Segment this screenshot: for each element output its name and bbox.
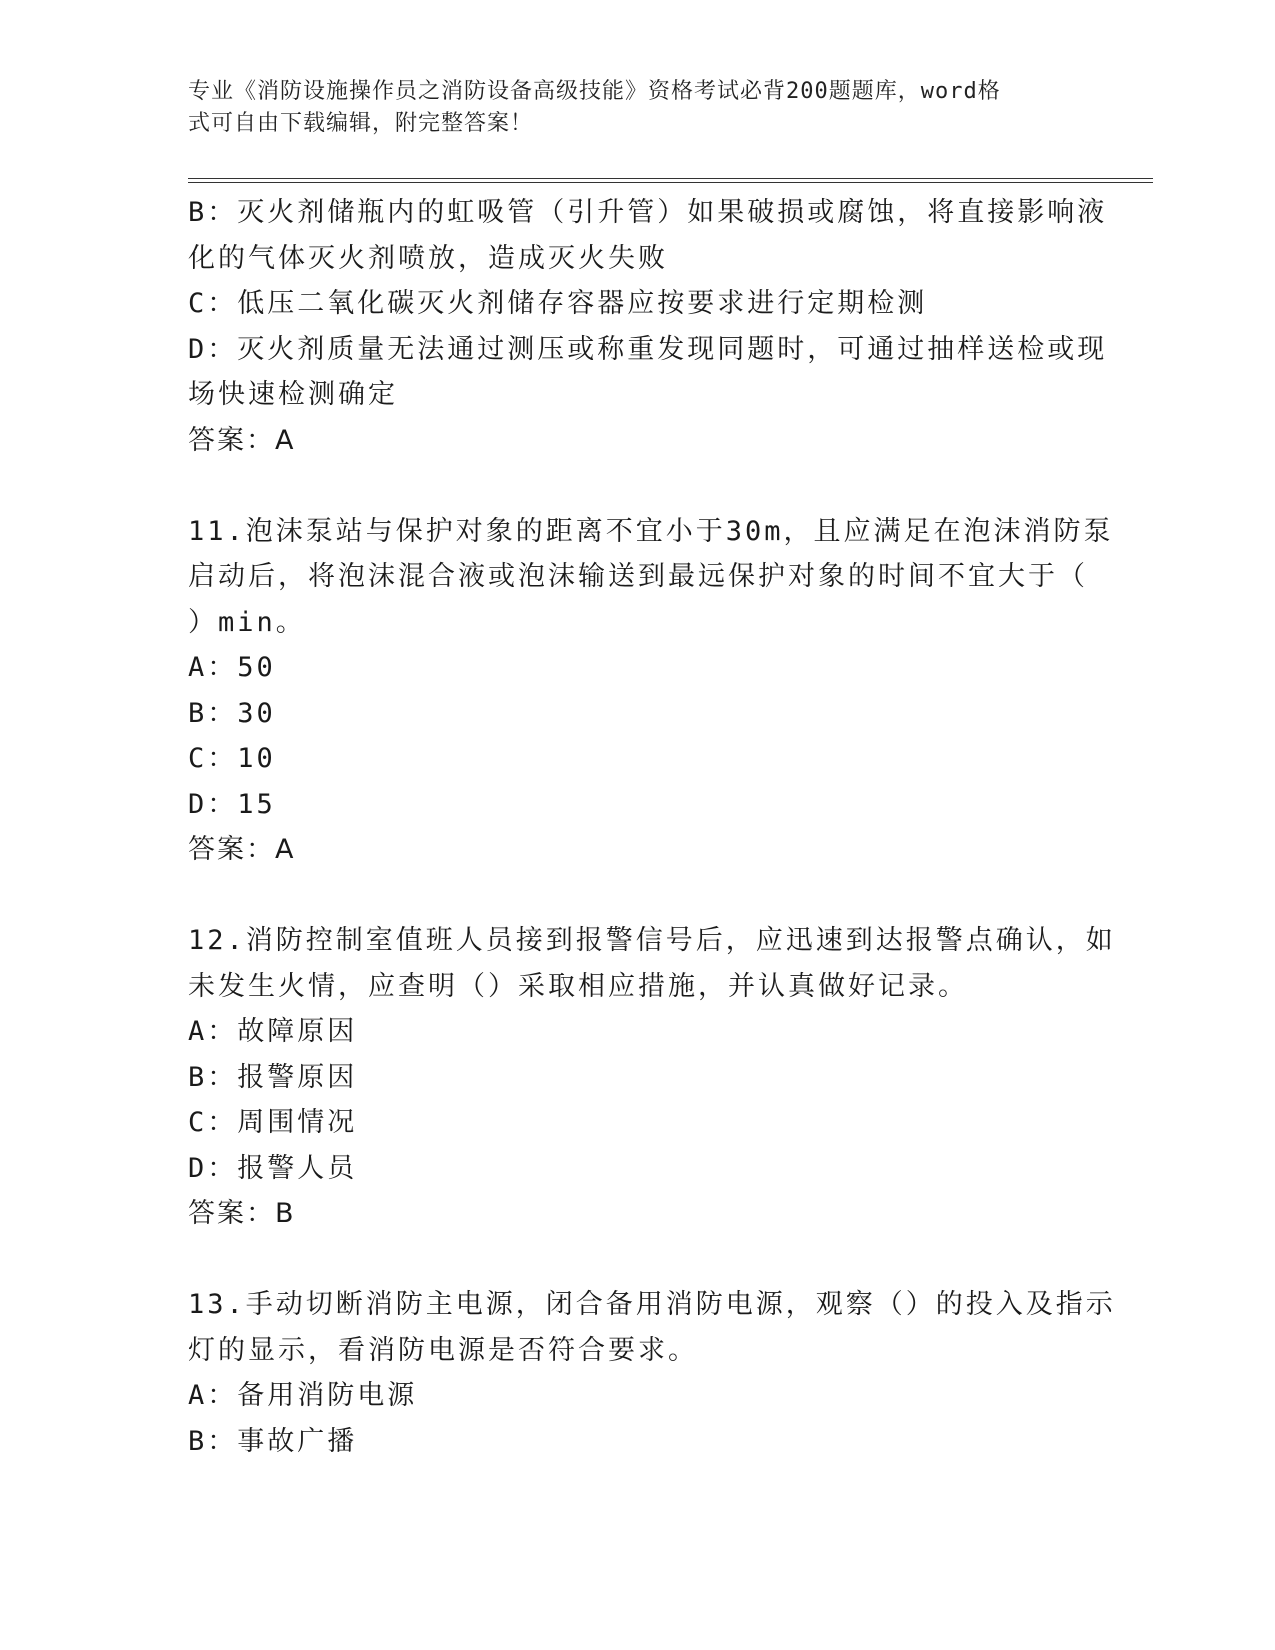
option-a: A：故障原因 xyxy=(188,1016,358,1047)
spacer xyxy=(188,873,1088,919)
option-a: A：50 xyxy=(188,652,276,683)
spacer xyxy=(188,463,1088,509)
header-divider xyxy=(188,178,1153,183)
question-stem-line-2: 灯的显示，看消防电源是否符合要求。 xyxy=(188,1334,698,1366)
question-stem-line-3: ）min。 xyxy=(188,606,306,638)
option-c: C：10 xyxy=(188,743,276,774)
option-d: D：15 xyxy=(188,788,276,820)
question-stem-line-2: 启动后，将泡沫混合液或泡沫输送到最远保护对象的时间不宜大于（ xyxy=(188,561,1088,592)
option-d-line-2: 场快速检测确定 xyxy=(188,379,398,410)
option-a: A：备用消防电源 xyxy=(188,1380,418,1411)
question-12 xyxy=(188,918,1116,1237)
option-b: B：事故广播 xyxy=(188,1425,358,1457)
option-c: C：低压二氧化碳灭火剂储存容器应按要求进行定期检测 xyxy=(188,288,928,319)
question-list xyxy=(188,190,1116,1464)
question-13 xyxy=(188,1282,1116,1464)
option-b: B：报警原因 xyxy=(188,1061,358,1093)
option-b: B：30 xyxy=(188,697,276,729)
question-stem-line-1: 11.泡沫泵站与保护对象的距离不宜小于30m，且应满足在泡沫消防泵 xyxy=(188,515,1114,547)
question-11 xyxy=(188,509,1114,873)
document-header xyxy=(188,76,1058,140)
option-b-line-1: B：灭火剂储瓶内的虹吸管（引升管）如果破损或腐蚀，将直接影响液 xyxy=(188,197,1108,228)
option-b-line-2: 化的气体灭火剂喷放，造成灭火失败 xyxy=(188,242,668,274)
header-line-1: 专业《消防设施操作员之消防设备高级技能》资格考试必背200题题库，word格 xyxy=(188,79,1001,104)
option-d: D：报警人员 xyxy=(188,1152,358,1184)
option-d-line-1: D：灭火剂质量无法通过测压或称重发现同题时，可通过抽样送检或现 xyxy=(188,333,1108,365)
answer: 答案：B xyxy=(188,1198,296,1229)
spacer xyxy=(188,1237,1088,1283)
header-line-2: 式可自由下载编辑，附完整答案！ xyxy=(188,111,534,136)
question-10 xyxy=(188,190,1108,463)
answer: 答案：A xyxy=(188,424,296,456)
question-stem-line-1: 12.消防控制室值班人员接到报警信号后，应迅速到达报警点确认，如 xyxy=(188,925,1116,956)
option-c: C：周围情况 xyxy=(188,1107,358,1138)
question-stem-line-2: 未发生火情，应查明（）采取相应措施，并认真做好记录。 xyxy=(188,970,968,1002)
answer: 答案：A xyxy=(188,834,296,865)
question-stem-line-1: 13.手动切断消防主电源，闭合备用消防电源，观察（）的投入及指示 xyxy=(188,1289,1116,1320)
